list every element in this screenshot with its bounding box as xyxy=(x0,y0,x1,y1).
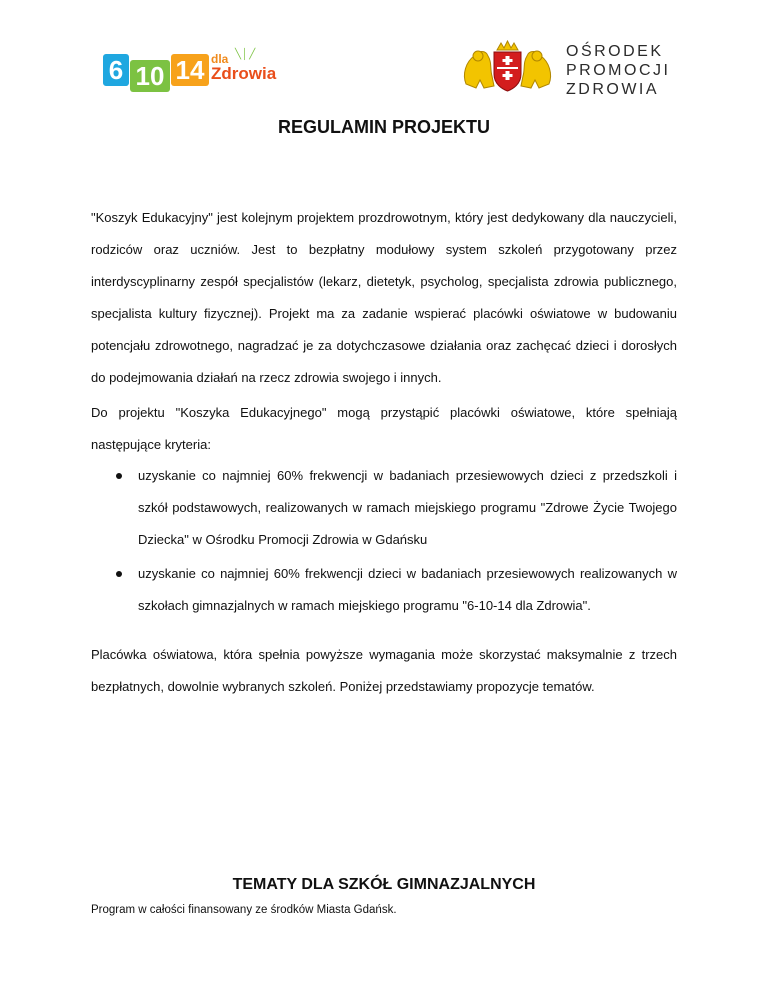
logo-line-2: PROMOCJI xyxy=(566,62,671,79)
criteria-intro-paragraph: Do projektu "Koszyka Edukacyjnego" mogą przystąpić placówki oświatowe, które spełniają następujące kryteria: xyxy=(91,405,677,452)
gdansk-crest-icon xyxy=(460,40,555,92)
bullet-icon xyxy=(116,571,122,577)
logo-block-14: 14 xyxy=(171,54,209,86)
section-title: TEMATY DLA SZKÓŁ GIMNAZJALNYCH xyxy=(232,876,536,893)
list-item xyxy=(91,460,677,556)
logo-block-10: 10 xyxy=(130,60,170,92)
training-paragraph: Placówka oświatowa, która spełnia powyższe wymagania może skorzystać maksymalnie z trzech bezpłatnych, dowolnie wybranych szkoleń. Poniżej przedstawiamy propozycje tematów. xyxy=(91,647,677,694)
logo-line-1: OŚRODEK xyxy=(566,43,664,60)
logo-sparks-icon: ╲│╱ xyxy=(235,49,257,60)
document-title: REGULAMIN PROJEKTU xyxy=(277,117,490,137)
criteria-item-text: uzyskanie co najmniej 60% frekwencji w badaniach przesiewowych dzieci z przedszkoli i szkół podstawowych, realizowanych w ramach miejskiego programu "Zdrowe Życie Twojego Dziecka" w Ośrodku Promocji Zdrowia w Gdańsku xyxy=(138,468,677,547)
footer-note: Program w całości finansowany ze środków Miasta Gdańsk. xyxy=(91,904,397,916)
logo-dla-text: dla xyxy=(211,52,229,66)
criteria-list xyxy=(91,460,677,624)
logo-6-10-14-dla-zdrowia xyxy=(103,46,277,94)
logo-line-3: ZDROWIA xyxy=(566,81,660,98)
osrodek-promocji-zdrowia-logo xyxy=(566,42,686,99)
criteria-item-text: uzyskanie co najmniej 60% frekwencji dzieci w badaniach przesiewowych realizowanych w szkołach gimnazjalnych w ramach miejskiego programu "6-10-14 dla Zdrowia". xyxy=(138,566,677,613)
logo-zdrowia-text: Zdrowia xyxy=(211,64,277,83)
logo-block-6: 6 xyxy=(103,54,129,86)
intro-paragraph: "Koszyk Edukacyjny" jest kolejnym projektem prozdrowotnym, który jest dedykowany dla nauczycieli, rodziców oraz uczniów. Jest to bezpłatny modułowy system szkoleń przygotowany przez interdyscyplinarny zespół specjalistów (lekarz, dietetyk, psycholog, specjalista zdrowia publicznego, specjalista kultury fizycznej). Projekt ma za zadanie wspierać placówki oświatowe w budowaniu potencjału zdrowotnego, nagradzać je za dotychczasowe działania oraz zachęcać dzieci i dorosłych do podejmowania działań na rzecz zdrowia swojego i innych. xyxy=(91,210,677,385)
list-item xyxy=(91,558,677,622)
bullet-icon xyxy=(116,473,122,479)
